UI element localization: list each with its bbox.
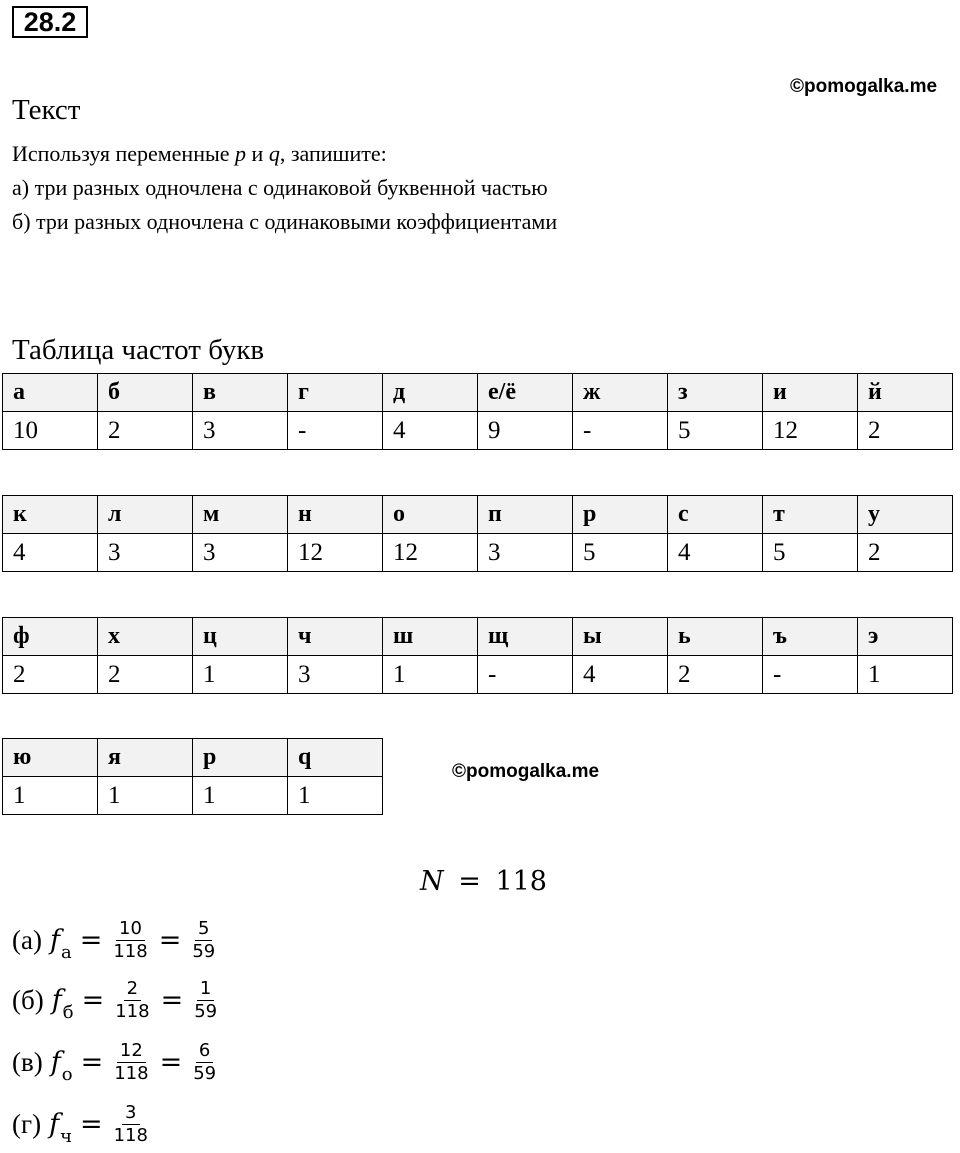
letter-cell: р [573, 496, 668, 534]
letter-cell: з [668, 374, 763, 412]
numerator: 1 [197, 978, 214, 1001]
problem-number: 28.2 [12, 6, 88, 38]
letter-cell: а [3, 374, 98, 412]
total-eq: = [458, 866, 481, 897]
task-item-b: б) три разных одночлена с одинаковыми коэффициентами [12, 209, 558, 234]
equals-sign: = [81, 984, 105, 1016]
letter-cell: л [98, 496, 193, 534]
frequency-table-3 [2, 617, 953, 694]
count-cell: 3 [288, 656, 383, 694]
task-intro-start: Используя переменные [12, 141, 236, 166]
denominator: 59 [192, 940, 216, 962]
count-cell: 1 [193, 656, 288, 694]
letter-cell: ж [573, 374, 668, 412]
letter-cell: ы [573, 618, 668, 656]
solution-label: (в) [12, 1046, 43, 1077]
solution-label: (б) [12, 984, 44, 1015]
fraction [111, 1102, 151, 1147]
letter-cell: т [763, 496, 858, 534]
letter-cell: p [193, 739, 288, 777]
f-letter: f [49, 924, 60, 956]
letter-cell: ю [3, 739, 98, 777]
total-var: N [420, 866, 444, 897]
frequency-table-2 [2, 495, 953, 572]
count-cell: 2 [858, 534, 953, 572]
count-cell: 3 [98, 534, 193, 572]
solution-b [12, 972, 220, 1028]
letter-cell: я [98, 739, 193, 777]
count-cell: 4 [383, 412, 478, 450]
count-cell: 5 [668, 412, 763, 450]
solution-d [12, 1096, 151, 1152]
count-cell: 12 [383, 534, 478, 572]
letter-cell: ч [288, 618, 383, 656]
f-letter: f [50, 1046, 61, 1078]
text-heading: Текст [12, 94, 81, 126]
denominator: 118 [113, 1124, 148, 1146]
letter-cell: у [858, 496, 953, 534]
count-cell: 3 [193, 534, 288, 572]
count-cell: 12 [763, 412, 858, 450]
counts-row [3, 656, 953, 694]
solution-label: (а) [12, 924, 42, 955]
letter-cell: х [98, 618, 193, 656]
solution-a [12, 912, 218, 968]
counts-row [3, 534, 953, 572]
letters-row [3, 496, 953, 534]
numerator: 5 [195, 918, 212, 941]
equals-sign: = [160, 984, 184, 1016]
fraction [190, 1040, 219, 1085]
counts-row [3, 412, 953, 450]
letters-row [3, 374, 953, 412]
freq-symbol [51, 984, 74, 1023]
letter-cell: ф [3, 618, 98, 656]
count-cell: 1 [288, 777, 383, 815]
numerator: 3 [122, 1102, 139, 1125]
count-cell: 2 [3, 656, 98, 694]
fraction [111, 1040, 151, 1085]
total-count [420, 866, 547, 897]
task-intro [12, 141, 387, 167]
letter-cell: с [668, 496, 763, 534]
letter-cell: ь [668, 618, 763, 656]
f-subscript: о [61, 1063, 73, 1085]
equals-sign: = [79, 1108, 103, 1140]
letter-cell: н [288, 496, 383, 534]
f-subscript: б [62, 1001, 74, 1023]
letters-row [3, 739, 383, 777]
solution-label: (г) [12, 1108, 42, 1139]
count-cell: - [573, 412, 668, 450]
f-subscript: а [60, 941, 72, 963]
letter-cell: ц [193, 618, 288, 656]
equals-sign: = [158, 924, 182, 956]
count-cell: 4 [3, 534, 98, 572]
watermark-middle: ©pomogalka.me [452, 761, 600, 782]
count-cell: 2 [98, 412, 193, 450]
letter-cell: п [478, 496, 573, 534]
frequency-table-4 [2, 738, 383, 815]
count-cell: - [763, 656, 858, 694]
numerator: 10 [116, 918, 145, 941]
total-value: 118 [495, 866, 547, 897]
freq-symbol [49, 1108, 72, 1147]
count-cell: 4 [668, 534, 763, 572]
letter-cell: м [193, 496, 288, 534]
variable-p: p [235, 141, 247, 166]
freq-symbol [49, 924, 72, 963]
count-cell: 2 [668, 656, 763, 694]
count-cell: - [288, 412, 383, 450]
count-cell: 3 [193, 412, 288, 450]
letter-cell: в [193, 374, 288, 412]
denominator: 118 [115, 1000, 150, 1022]
letter-cell: е/ё [478, 374, 573, 412]
count-cell: 1 [193, 777, 288, 815]
fraction [191, 978, 220, 1023]
count-cell: 1 [858, 656, 953, 694]
count-cell: 2 [858, 412, 953, 450]
letter-cell: э [858, 618, 953, 656]
count-cell: 1 [383, 656, 478, 694]
letter-cell: щ [478, 618, 573, 656]
letter-cell: г [288, 374, 383, 412]
freq-symbol [50, 1046, 73, 1085]
letters-row [3, 618, 953, 656]
denominator: 118 [113, 940, 148, 962]
count-cell: 4 [573, 656, 668, 694]
letter-cell: ш [383, 618, 478, 656]
letter-cell: ъ [763, 618, 858, 656]
count-cell: 1 [98, 777, 193, 815]
task-intro-and: и [246, 141, 269, 166]
numerator: 2 [124, 978, 141, 1001]
fraction [112, 978, 152, 1023]
frequency-table-1 [2, 373, 953, 450]
f-subscript: ч [60, 1125, 72, 1147]
equals-sign: = [159, 1046, 183, 1078]
count-cell: - [478, 656, 573, 694]
denominator: 59 [194, 1000, 218, 1022]
count-cell: 1 [3, 777, 98, 815]
count-cell: 5 [763, 534, 858, 572]
count-cell: 5 [573, 534, 668, 572]
task-intro-end: , запишите: [279, 141, 387, 166]
fraction [189, 918, 218, 963]
task-item-a: а) три разных одночлена с одинаковой буквенной частью [12, 175, 548, 200]
letter-cell: д [383, 374, 478, 412]
letter-cell: о [383, 496, 478, 534]
count-cell: 9 [478, 412, 573, 450]
equals-sign: = [80, 1046, 104, 1078]
count-cell: 2 [98, 656, 193, 694]
fraction [110, 918, 150, 963]
letter-cell: и [763, 374, 858, 412]
counts-row [3, 777, 383, 815]
numerator: 6 [196, 1040, 213, 1063]
count-cell: 12 [288, 534, 383, 572]
frequency-table-heading: Таблица частот букв [12, 334, 265, 366]
f-letter: f [51, 984, 62, 1016]
equals-sign: = [79, 924, 103, 956]
letter-cell: к [3, 496, 98, 534]
f-letter: f [49, 1108, 60, 1140]
count-cell: 10 [3, 412, 98, 450]
solution-c [12, 1034, 219, 1090]
count-cell: 3 [478, 534, 573, 572]
denominator: 118 [114, 1062, 149, 1084]
letter-cell: б [98, 374, 193, 412]
watermark-top: ©pomogalka.me [790, 76, 938, 97]
variable-q: q [268, 141, 280, 166]
denominator: 59 [193, 1062, 217, 1084]
numerator: 12 [117, 1040, 146, 1063]
letter-cell: q [288, 739, 383, 777]
letter-cell: й [858, 374, 953, 412]
